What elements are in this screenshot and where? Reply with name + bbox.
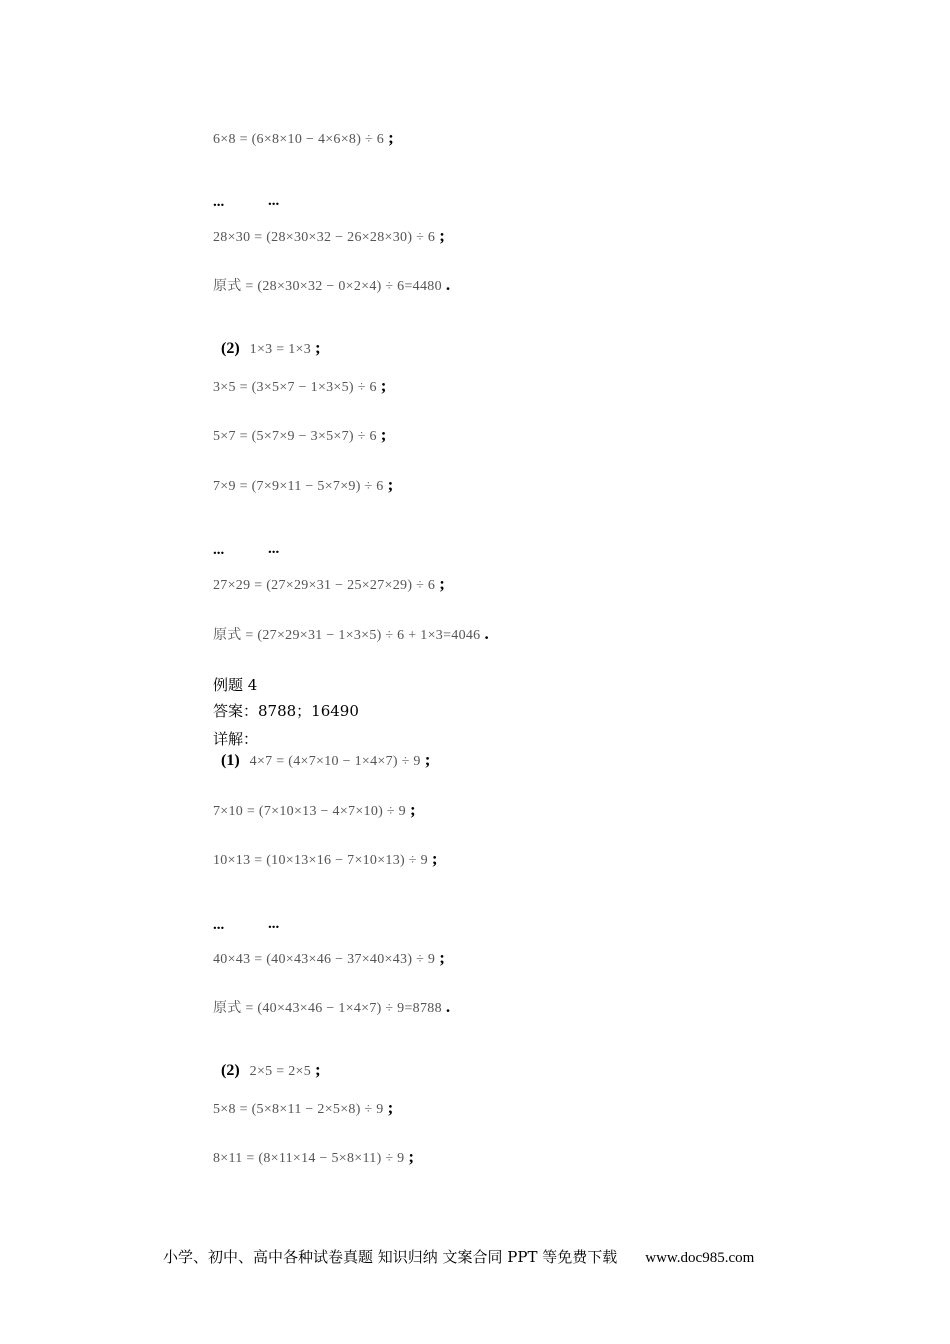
equation-line (213, 849, 438, 869)
semicolon: ; (409, 800, 416, 819)
semicolon: ; (424, 750, 431, 769)
semicolon: ; (380, 425, 387, 444)
equation-1x3: 1×3 = 1×3 (249, 342, 312, 357)
footer-text: 小学、初中、高中各种试卷真题 知识归纳 文案合同 PPT 等免费下载 (163, 1248, 618, 1266)
semicolon: ; (439, 574, 445, 593)
semicolon: ; (387, 475, 394, 494)
result-line (213, 624, 489, 644)
semicolon: ; (388, 128, 394, 147)
equation-line (213, 475, 393, 495)
equation-5x7: 5×7 = (5×7×9 − 3×5×7) ÷ 6 (213, 429, 377, 444)
equation-line (213, 226, 445, 246)
equation-40x43: 40×43 = (40×43×46 − 37×40×43) ÷ 9 (213, 952, 436, 967)
equation-line (213, 128, 394, 148)
equation-line (213, 425, 386, 445)
result-line (213, 275, 450, 295)
ellipsis-right: ... (268, 541, 280, 557)
equation-7x10: 7×10 = (7×10×13 − 4×7×10) ÷ 9 (213, 804, 406, 819)
ellipsis-right: ... (268, 916, 280, 932)
result-4480: 原式 = (28×30×32 − 0×2×4) ÷ 6=4480 (213, 279, 442, 294)
equation-27x29: 27×29 = (27×29×31 − 25×27×29) ÷ 6 (213, 578, 436, 593)
result-8788: 原式 = (40×43×46 − 1×4×7) ÷ 9=8788 (213, 1001, 442, 1016)
equation-line (213, 948, 445, 968)
explain-label: 详解： (213, 730, 259, 748)
equation-line (213, 574, 445, 594)
semicolon: ; (387, 1098, 394, 1117)
part-1-heading (221, 750, 430, 770)
equation-5x8: 5×8 = (5×8×11 − 2×5×8) ÷ 9 (213, 1102, 384, 1117)
ellipsis-row (213, 916, 280, 934)
semicolon: ; (315, 338, 321, 357)
example-title: 例题 4 (213, 676, 258, 694)
result-line (213, 997, 450, 1017)
result-4046: 原式 = (27×29×31 − 1×3×5) ÷ 6 + 1×3=4046 (213, 628, 481, 643)
equation-28x30: 28×30 = (28×30×32 − 26×28×30) ÷ 6 (213, 230, 436, 245)
part-2-heading (221, 1060, 321, 1080)
equation-3x5: 3×5 = (3×5×7 − 1×3×5) ÷ 6 (213, 380, 377, 395)
part-label: (2) (221, 340, 240, 357)
equation-line (213, 800, 416, 820)
semicolon: ; (380, 376, 387, 395)
equation-line (213, 1147, 414, 1167)
equation-6x8: 6×8 = (6×8×10 − 4×6×8) ÷ 6 (213, 132, 385, 147)
answer-line: 答案：8788；16490 (213, 702, 359, 720)
equation-8x11: 8×11 = (8×11×14 − 5×8×11) ÷ 9 (213, 1151, 405, 1166)
equation-10x13: 10×13 = (10×13×16 − 7×10×13) ÷ 9 (213, 853, 428, 868)
equation-2x5: 2×5 = 2×5 (249, 1064, 312, 1079)
ellipsis-right: ... (268, 193, 280, 209)
ellipsis-left: ... (213, 194, 225, 210)
part-label: (1) (221, 752, 240, 769)
period: . (445, 997, 451, 1016)
ellipsis-left: ... (213, 917, 225, 933)
semicolon: ; (431, 849, 438, 868)
equation-line (213, 376, 386, 396)
equation-line (213, 1098, 393, 1118)
semicolon: ; (439, 948, 445, 967)
semicolon: ; (315, 1060, 321, 1079)
page-footer (163, 1246, 754, 1267)
ellipsis-row (213, 541, 280, 559)
part-2-heading (221, 338, 321, 358)
equation-4x7: 4×7 = (4×7×10 − 1×4×7) ÷ 9 (249, 754, 421, 769)
footer-link[interactable]: www.doc985.com (645, 1250, 755, 1266)
semicolon: ; (439, 226, 445, 245)
ellipsis-row (213, 193, 280, 211)
ellipsis-left: ... (213, 542, 225, 558)
equation-7x9: 7×9 = (7×9×11 − 5×7×9) ÷ 6 (213, 479, 384, 494)
period: . (445, 275, 451, 294)
semicolon: ; (408, 1147, 415, 1166)
part-label: (2) (221, 1062, 240, 1079)
period: . (484, 624, 489, 643)
